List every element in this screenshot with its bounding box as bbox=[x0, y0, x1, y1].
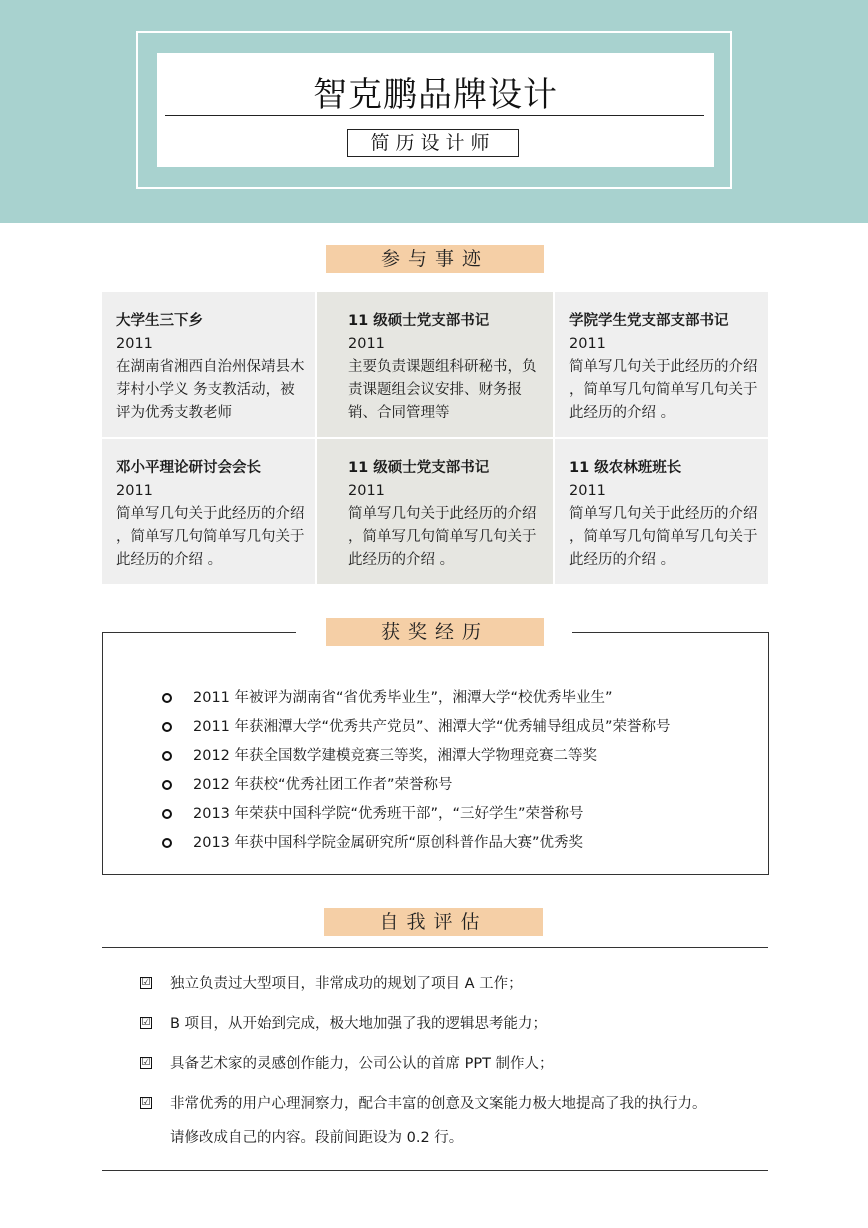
checkbox-icon: ☑ bbox=[141, 977, 151, 988]
activity-cell bbox=[102, 292, 315, 437]
evaluation-text: 具备艺术家的灵感创作能力，公司公认的首席 PPT 制作人； bbox=[170, 1056, 554, 1072]
activity-desc: 简单写几句关于此经历的介绍 ，简单写几句简单写几句关于此经历的介绍 。 bbox=[348, 506, 537, 568]
checkbox-icon: ☑ bbox=[141, 1017, 151, 1028]
checkbox-icon: ☑ bbox=[141, 1057, 151, 1068]
activity-title: 11 级农林班班长 bbox=[569, 460, 682, 476]
activity-title: 邓小平理论研讨会会长 bbox=[116, 460, 261, 476]
evaluation-top-rule bbox=[102, 947, 768, 948]
activity-year: 2011 bbox=[348, 483, 385, 499]
evaluation-note bbox=[140, 1126, 707, 1150]
award-text: 2011 年获湘潭大学“优秀共产党员”、湘潭大学“优秀辅导组成员”荣誉称号 bbox=[193, 719, 671, 735]
award-text: 2012 年获校“优秀社团工作者”荣誉称号 bbox=[193, 777, 453, 793]
activity-title: 11 级硕士党支部书记 bbox=[348, 460, 490, 476]
activity-desc: 主要负责课题组科研秘书，负责课题组会议安排、财务报销、合同管理等 bbox=[348, 359, 537, 421]
evaluation-item bbox=[140, 972, 707, 996]
evaluation-text: B 项目，从开始到完成，极大地加强了我的逻辑思考能力； bbox=[170, 1016, 548, 1032]
activity-title: 学院学生党支部支部书记 bbox=[569, 313, 729, 329]
activity-cell bbox=[317, 292, 553, 437]
award-item bbox=[162, 802, 671, 831]
activity-year: 2011 bbox=[569, 336, 606, 352]
activity-desc: 简单写几句关于此经历的介绍 ，简单写几句简单写几句关于此经历的介绍 。 bbox=[116, 506, 305, 568]
activities-grid bbox=[102, 292, 768, 584]
award-item bbox=[162, 686, 671, 715]
awards-list bbox=[162, 686, 671, 860]
header-card bbox=[157, 53, 714, 167]
activity-desc: 简单写几句关于此经历的介绍 ，简单写几句简单写几句关于此经历的介绍 。 bbox=[569, 506, 758, 568]
award-text: 2013 年获中国科学院金属研究所“原创科普作品大赛”优秀奖 bbox=[193, 835, 584, 851]
header-divider bbox=[165, 115, 704, 116]
bullet-icon bbox=[162, 809, 172, 819]
page-title: 智克鹏品牌设计 bbox=[313, 75, 558, 115]
evaluation-list bbox=[140, 972, 707, 1150]
activity-title: 大学生三下乡 bbox=[116, 313, 203, 329]
checkbox-icon: ☑ bbox=[141, 1097, 151, 1108]
activity-year: 2011 bbox=[348, 336, 385, 352]
evaluation-item bbox=[140, 1052, 707, 1076]
evaluation-text: 非常优秀的用户心理洞察力，配合丰富的创意及文案能力极大地提高了我的执行力。 bbox=[170, 1096, 707, 1112]
activity-desc: 在湖南省湘西自治州保靖县木芽村小学义 务支教活动，被评为优秀支教老师 bbox=[116, 359, 305, 421]
award-item bbox=[162, 715, 671, 744]
evaluation-text: 独立负责过大型项目，非常成功的规划了项目 A 工作； bbox=[170, 976, 523, 992]
bullet-icon bbox=[162, 838, 172, 848]
activity-year: 2011 bbox=[116, 336, 153, 352]
activity-cell bbox=[555, 292, 768, 437]
bullet-icon bbox=[162, 780, 172, 790]
page-subtitle: 简历设计师 bbox=[347, 129, 519, 157]
award-item bbox=[162, 831, 671, 860]
bullet-icon bbox=[162, 722, 172, 732]
evaluation-note-text: 请修改成自己的内容。段前间距设为 0.2 行。 bbox=[170, 1130, 464, 1146]
award-item bbox=[162, 744, 671, 773]
evaluation-item bbox=[140, 1012, 707, 1036]
section-title-evaluation: 自我评估 bbox=[324, 908, 543, 936]
award-text: 2011 年被评为湖南省“省优秀毕业生”，湘潭大学“校优秀毕业生” bbox=[193, 690, 613, 706]
bullet-icon bbox=[162, 693, 172, 703]
evaluation-item bbox=[140, 1092, 707, 1116]
award-text: 2012 年获全国数学建模竞赛三等奖，湘潭大学物理竞赛二等奖 bbox=[193, 748, 598, 764]
section-title-awards: 获奖经历 bbox=[326, 618, 544, 646]
award-item bbox=[162, 773, 671, 802]
activity-title: 11 级硕士党支部书记 bbox=[348, 313, 490, 329]
section-title-activities: 参与事迹 bbox=[326, 245, 544, 273]
activity-desc: 简单写几句关于此经历的介绍 ，简单写几句简单写几句关于此经历的介绍 。 bbox=[569, 359, 758, 421]
activity-cell bbox=[555, 439, 768, 584]
activity-cell bbox=[317, 439, 553, 584]
activity-year: 2011 bbox=[569, 483, 606, 499]
evaluation-bottom-rule bbox=[102, 1170, 768, 1171]
activity-cell bbox=[102, 439, 315, 584]
award-text: 2013 年荣获中国科学院“优秀班干部”，“三好学生”荣誉称号 bbox=[193, 806, 584, 822]
bullet-icon bbox=[162, 751, 172, 761]
activity-year: 2011 bbox=[116, 483, 153, 499]
